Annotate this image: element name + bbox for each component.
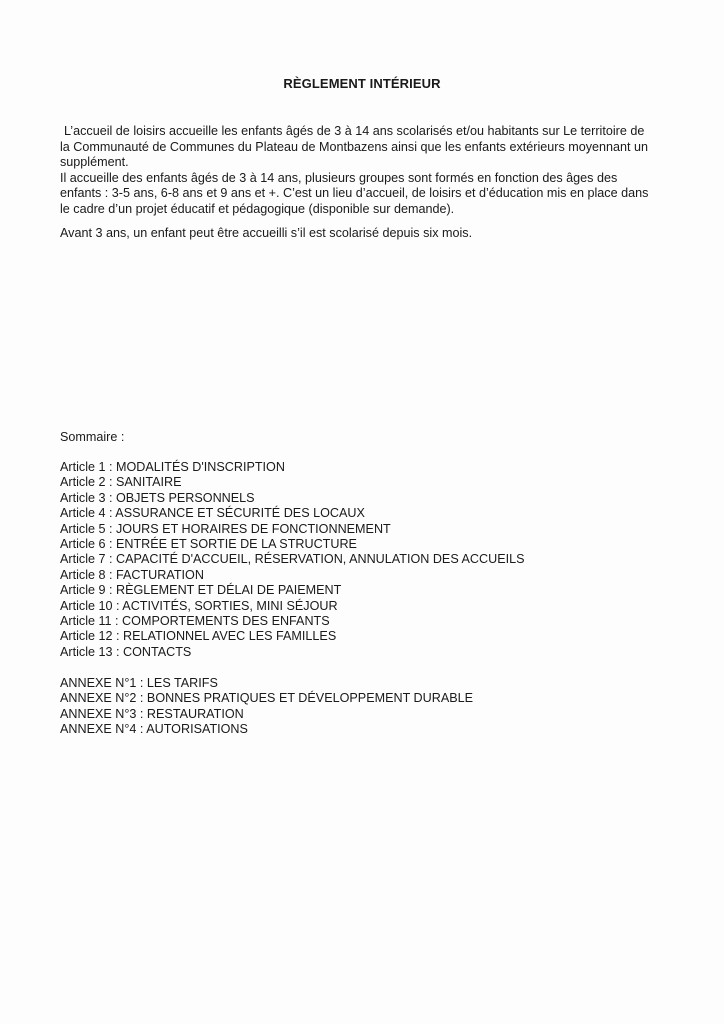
annexes-list — [60, 676, 473, 738]
article-item: Article 8 : FACTURATION — [60, 567, 204, 582]
article-item: Article 2 : SANITAIRE — [60, 475, 182, 490]
intro-section — [60, 124, 650, 241]
articles-list — [60, 460, 525, 660]
article-item: Article 5 : JOURS ET HORAIRES DE FONCTIONNEMENT — [60, 521, 391, 536]
annexe-item: ANNEXE N°2 : BONNES PRATIQUES ET DÉVELOPPEMENT DURABLE — [60, 691, 474, 706]
article-item: Article 9 : RÈGLEMENT ET DÉLAI DE PAIEMENT — [60, 583, 342, 598]
document-title: RÈGLEMENT INTÉRIEUR — [283, 76, 441, 91]
article-item: Article 10 : ACTIVITÉS, SORTIES, MINI SÉJOUR — [60, 598, 338, 613]
article-item: Article 12 : RELATIONNEL AVEC LES FAMILLES — [60, 629, 337, 644]
article-item: Article 13 : CONTACTS — [60, 644, 192, 659]
intro-paragraph-3: Avant 3 ans, un enfant peut être accueilli s’il est scolarisé depuis six mois. — [60, 225, 473, 240]
annexe-item: ANNEXE N°3 : RESTAURATION — [60, 706, 244, 721]
article-item: Article 6 : ENTRÉE ET SORTIE DE LA STRUCTURE — [60, 537, 357, 552]
article-item: Article 4 : ASSURANCE ET SÉCURITÉ DES LOCAUX — [60, 506, 365, 521]
article-item: Article 3 : OBJETS PERSONNELS — [60, 490, 255, 505]
annexe-item: ANNEXE N°4 : AUTORISATIONS — [60, 722, 248, 737]
article-item: Article 1 : MODALITÉS D'INSCRIPTION — [60, 460, 285, 474]
intro-paragraph-2: Il accueille des enfants âgés de 3 à 14 ans, plusieurs groupes sont formés en fonction des âges des enfants : 3-5 ans, 6-8 ans et 9 ans et +. C’est un lieu d’accueil, de loisirs et d’éducation mis en place dans le cadre d’un projet éducatif et pédagogique (disponible sur demande). — [60, 170, 649, 216]
intro-paragraph-1: L’accueil de loisirs accueille les enfants âgés de 3 à 14 ans scolarisés et/ou habitants sur Le territoire de la Communauté de Communes du Plateau de Montbazens ainsi que les enfants extérieurs moyennant un supplément. — [60, 124, 649, 170]
annexe-item: ANNEXE N°1 : LES TARIFS — [60, 676, 218, 690]
sommaire-heading: Sommaire : — [60, 430, 125, 444]
article-item: Article 7 : CAPACITÉ D'ACCUEIL, RÉSERVATION, ANNULATION DES ACCUEILS — [60, 552, 525, 567]
article-item: Article 11 : COMPORTEMENTS DES ENFANTS — [60, 614, 330, 629]
